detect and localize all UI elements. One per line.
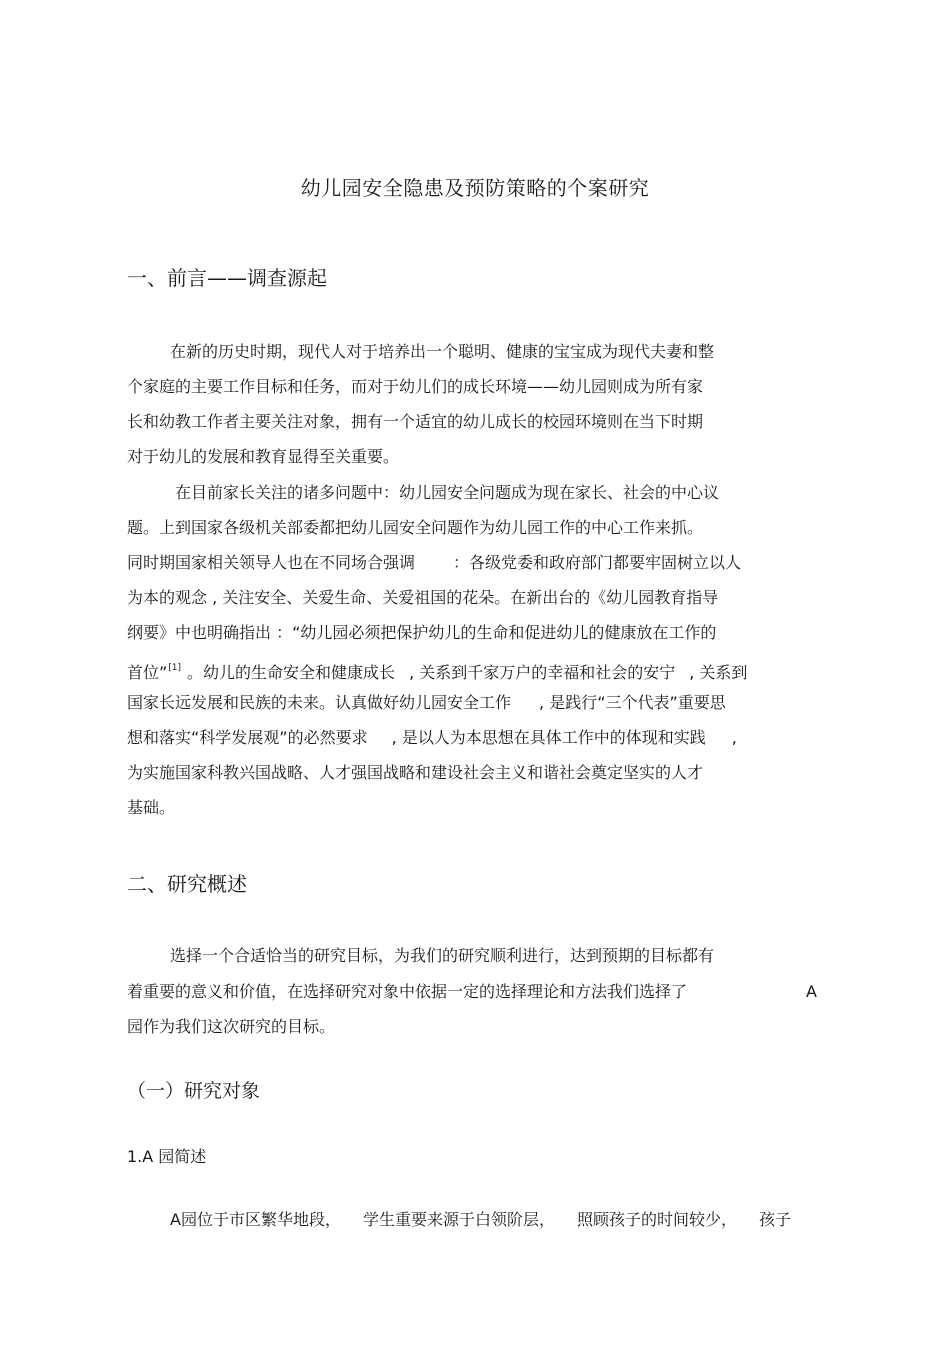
text-span: 孩子 <box>758 1210 791 1229</box>
text-span: , 关系到 <box>689 663 748 682</box>
paragraph-line: 在新的历史时期，现代人对于培养出一个聪明、健康的宝宝成为现代夫妻和整 <box>170 342 715 361</box>
text-span: , 关系到千家万户的幸福和社会的安宁 <box>409 663 676 682</box>
text-span: 。幼儿的生命安全和健康成长 <box>187 663 396 682</box>
section-1-heading: 一、前言——调查源起 <box>127 266 327 290</box>
paragraph-line <box>127 693 726 713</box>
paragraph-line: 基础。 <box>127 798 176 817</box>
paragraph-line <box>127 728 737 748</box>
paragraph-line: 为实施国家科教兴国战略、人才强国战略和建设社会主义和谐社会奠定坚实的人才 <box>127 763 704 782</box>
text-span: , <box>731 728 737 747</box>
document-title: 幼儿园安全隐患及预防策略的个案研究 <box>300 176 650 200</box>
text-span: 着重要的意义和价值，在选择研究对象中依据一定的选择理论和方法我们选择了 <box>127 982 688 1001</box>
text-span: , 是践行“三个代表”重要思 <box>539 693 726 712</box>
paragraph-line: 对于幼儿的发展和教育显得至关重要。 <box>127 447 400 466</box>
section-2-heading: 二、研究概述 <box>127 872 247 896</box>
paragraph-line: 纲要》中也明确指出 ：“幼儿园必须把保护幼儿的生命和促进幼儿的健康放在工作的 <box>127 623 717 642</box>
text-span: 首位” <box>127 663 168 682</box>
paragraph-line <box>127 982 817 1002</box>
paragraph-line <box>127 658 747 683</box>
paragraph-line <box>170 1210 791 1230</box>
item-heading: 1.A 园简述 <box>127 1147 207 1166</box>
paragraph-line: 在目前家长关注的诸多问题中：幼儿园安全问题成为现在家长、社会的中心议 <box>175 483 720 502</box>
text-span: A <box>806 982 817 1001</box>
paragraph-line: 选择一个合适恰当的研究目标，为我们的研究顺利进行，达到预期的目标都有 <box>170 946 715 965</box>
subsection-heading: （一）研究对象 <box>127 1080 261 1102</box>
text-span: 想和落实“科学发展观”的必然要求 <box>127 728 368 747</box>
paragraph-line: 为本的观念 , 关注安全、关爱生命、关爱祖国的花朵。在新出台的《幼儿园教育指导 <box>127 588 719 607</box>
paragraph-line <box>127 553 741 573</box>
paragraph-line: 园作为我们这次研究的目标。 <box>127 1017 336 1036</box>
text-span: 学生重要来源于白领阶层， <box>362 1210 555 1229</box>
paragraph-line: 长和幼教工作者主要关注对象，拥有一个适宜的幼儿成长的校园环境则在当下时期 <box>127 412 704 431</box>
citation-ref: [1] <box>168 663 182 673</box>
text-span: 照顾孩子的时间较少， <box>576 1210 737 1229</box>
text-span: A园位于市区繁华地段， <box>170 1210 341 1229</box>
paragraph-line: 题。上到国家各级机关部委都把幼儿园安全问题作为幼儿园工作的中心工作来抓。 <box>127 518 704 537</box>
text-span: 国家长远发展和民族的未来。认真做好幼儿园安全工作 <box>127 693 512 712</box>
text-span: 同时期国家相关领导人也在不同场合强调 <box>127 553 416 572</box>
text-span: ：各级党委和政府部门都要牢固树立以人 <box>453 553 742 572</box>
text-span: , 是以人为本思想在具体工作中的体现和实践 <box>391 728 706 747</box>
paragraph-line: 个家庭的主要工作目标和任务，而对于幼儿们的成长环境——幼儿园则成为所有家 <box>127 377 704 396</box>
